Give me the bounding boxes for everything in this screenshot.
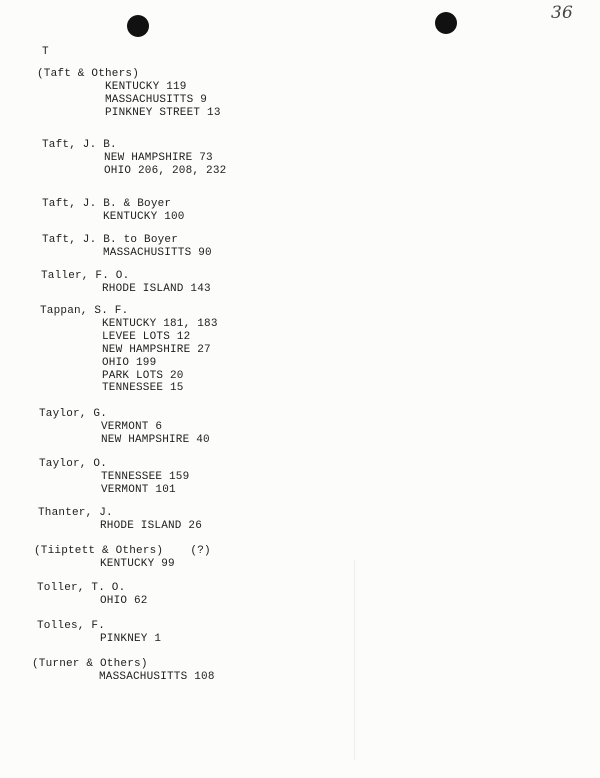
entry-references [103, 211, 600, 224]
index-entry [39, 408, 600, 447]
entry-reference: MASSACHUSITTS 90 [103, 246, 212, 259]
entry-reference: TENNESSEE 159 [101, 470, 190, 483]
entry-references [103, 247, 600, 260]
entry-references [100, 558, 600, 571]
entry-name: Tolles, F. [37, 619, 106, 632]
entry-reference: NEW HAMPSHIRE 27 [102, 343, 211, 356]
index-entry [42, 234, 600, 260]
entry-reference: OHIO 199 [102, 356, 157, 369]
entry-references [99, 671, 600, 684]
punch-hole-right [435, 12, 457, 34]
index-entry [40, 305, 600, 395]
index-entry [37, 620, 600, 646]
index-entry [41, 270, 600, 296]
entry-name: Tappan, S. F. [40, 305, 129, 318]
entry-reference: VERMONT 6 [101, 421, 163, 434]
entry-references [100, 520, 600, 533]
punch-hole-left [127, 15, 149, 37]
entry-references [105, 81, 600, 119]
index-entry [42, 198, 600, 224]
entry-references [101, 421, 600, 447]
entry-references [102, 283, 600, 296]
index-entry [37, 582, 600, 608]
entry-reference: NEW HAMPSHIRE 40 [101, 433, 210, 446]
index-entry [37, 68, 600, 119]
entry-reference: KENTUCKY 181, 183 [102, 318, 218, 331]
entry-reference: LEVEE LOTS 12 [102, 331, 191, 344]
entry-reference: PARK LOTS 20 [102, 369, 184, 382]
entry-reference: NEW HAMPSHIRE 73 [104, 152, 213, 165]
entry-name: Taft, J. B. & Boyer [42, 197, 172, 210]
index-entry [34, 545, 600, 571]
entry-name: Taylor, G. [39, 408, 108, 421]
entry-reference: OHIO 206, 208, 232 [104, 165, 227, 178]
entry-reference: PINKNEY STREET 13 [105, 106, 221, 119]
entry-name: (Taft & Others) [37, 68, 140, 80]
index-entries [0, 68, 600, 683]
page-number: 36 [551, 3, 574, 23]
entry-name: Taller, F. O. [41, 269, 130, 282]
entry-name: (Tiiptett & Others) (?) [34, 545, 211, 558]
entry-references [102, 318, 600, 395]
entry-reference: VERMONT 101 [101, 483, 176, 496]
entry-reference: KENTUCKY 100 [103, 210, 185, 223]
entry-name: Taft, J. B. [42, 139, 117, 152]
entry-reference: KENTUCKY 119 [105, 81, 187, 93]
entry-reference: MASSACHUSITTS 9 [105, 93, 208, 106]
entry-reference: RHODE ISLAND 143 [102, 282, 211, 295]
entry-name: (Turner & Others) [32, 657, 148, 670]
entry-name: Toller, T. O. [37, 581, 126, 594]
entry-reference: OHIO 62 [100, 594, 148, 607]
entry-reference: TENNESSEE 15 [102, 382, 184, 395]
entry-reference: KENTUCKY 99 [100, 558, 175, 571]
entry-references [100, 595, 600, 608]
entry-reference: PINKNEY 1 [100, 632, 162, 645]
index-entry [38, 507, 600, 533]
index-entry [42, 139, 600, 178]
entry-references [104, 152, 600, 178]
entry-reference: MASSACHUSITTS 108 [99, 670, 215, 683]
entry-reference: RHODE ISLAND 26 [100, 520, 203, 533]
entry-name: Taylor, O. [39, 457, 108, 470]
section-letter: T [42, 46, 49, 58]
index-entry [32, 658, 600, 684]
index-entry [39, 458, 600, 497]
entry-name: Thanter, J. [38, 507, 113, 520]
entry-name: Taft, J. B. to Boyer [42, 233, 179, 246]
entry-references [101, 471, 600, 497]
entry-references [100, 633, 600, 646]
